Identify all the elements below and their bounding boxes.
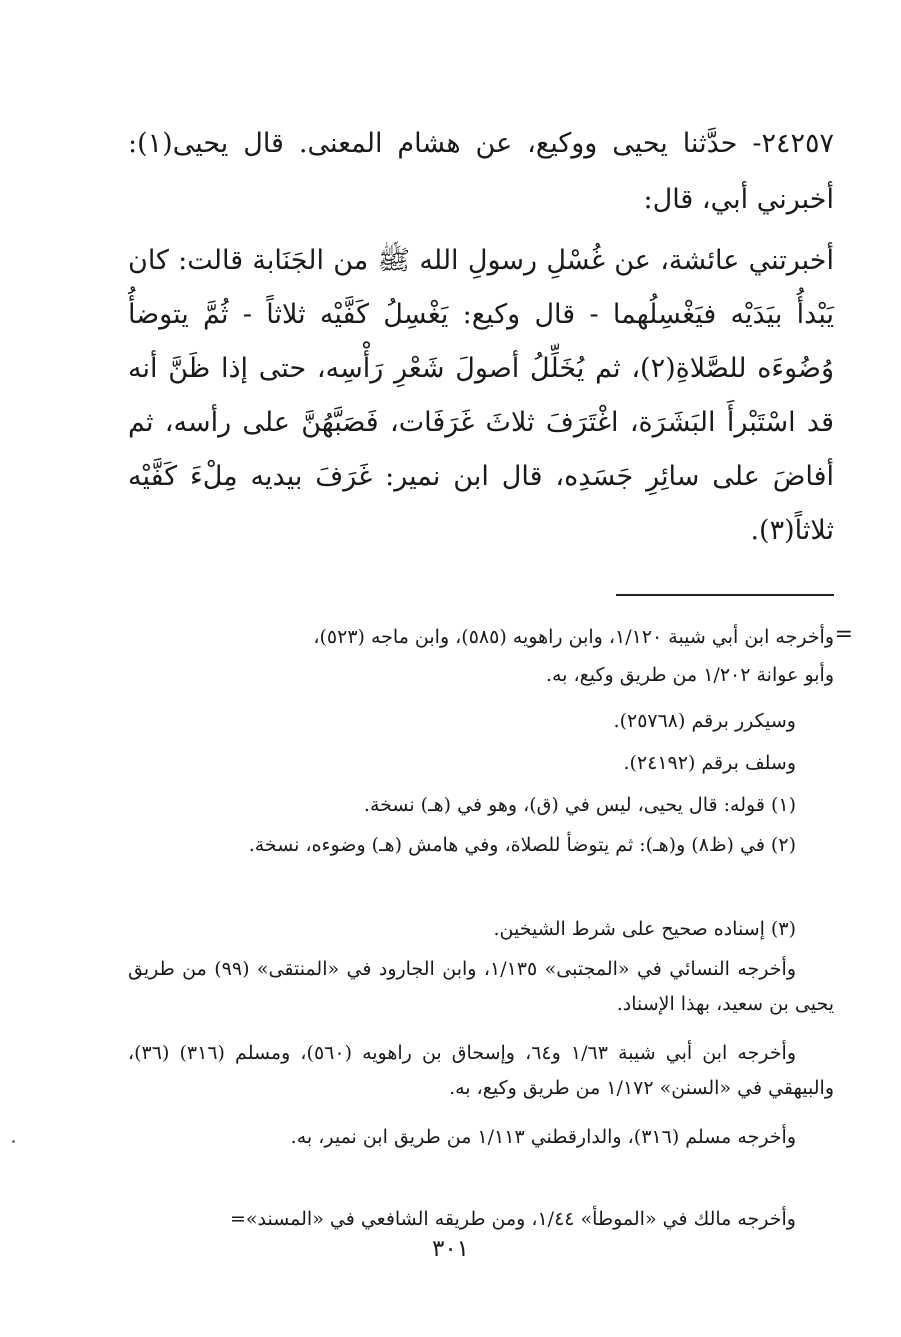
continuation-marker: = <box>834 622 853 647</box>
hadith-text: أخبرتني عائشة، عن غُسْلِ رسولِ الله ﷺ من الجَنَابة قالت: كان يَبْدأُ بيَدَيْه فيَغْسِلُهما - قال وكيع: يَغْسِلُ كَفَّيْه ثلاثاً - ثُمَّ يتوضأُ وُضُوءَه للصَّلاةِ(٢)، ثم يُخَلِّلُ أصولَ شَعْرِ رَأْسِه، حتى إذا ظَنَّ أنه قد اسْتَبْرأَ البَشَرَة، اغْتَرَفَ ثلاثَ غَرَفَات، فَصَبَّهُنَّ على رأسه، ثم أفاضَ على سائِرِ جَسَدِه، قال ابن نمير: غَرَفَ بيديه مِلْءَ كَفَّيْه ثلاثاً(٣). <box>128 245 834 546</box>
footnote-paragraph: وأخرجه ابن أبي شيبة ١/٦٣ و٦٤، وإسحاق بن راهويه (٥٦٠)، ومسلم (٣١٦) (٣٦)، والبيهقي في «السنن» ١/١٧٢ من طريق وكيع، به. <box>128 1042 834 1099</box>
footnote-3: (٣) إسناده صحيح على شرط الشيخين. <box>493 918 796 940</box>
footnote-continuation-line: وأخرجه ابن أبي شيبة ١/١٢٠، وابن راهويه (٥٨٥)، وابن ماجه (٥٢٣)، <box>313 626 834 648</box>
page-number: ٣٠١ <box>431 1236 470 1262</box>
footnote-paragraph: وأخرجه مسلم (٣١٦)، والدارقطني ١/١١٣ من طريق ابن نمير، به. <box>290 1126 796 1148</box>
footnote-separator <box>616 594 834 596</box>
scan-speck <box>12 1140 15 1143</box>
footnote-continuation-line: وأبو عوانة ١/٢٠٢ من طريق وكيع، به. <box>545 664 834 686</box>
footnote-1: (١) قوله: قال يحيى، ليس في (ق)، وهو في (هـ) نسخة. <box>363 794 796 816</box>
footnote-2: (٢) في (ظ٨) و(هـ): ثم يتوضأ للصلاة، وفي هامش (هـ) وضوءه، نسخة. <box>248 834 796 856</box>
footnote-paragraph: وأخرجه مالك في «الموطأ» ١/٤٤، ومن طريقه الشافعي في «المسند»= <box>229 1208 796 1230</box>
hadith-isnad: ٢٤٢٥٧- حدَّثنا يحيى ووكيع، عن هشام المعنى. قال يحيى(١): أخبرني أبي، قال: <box>128 128 834 215</box>
footnote-cross-reference: وسلف برقم (٢٤١٩٢). <box>623 752 796 774</box>
footnote-paragraph: وأخرجه النسائي في «المجتبى» ١/١٣٥، وابن الجارود في «المنتقى» (٩٩) من طريق يحيى بن سعيد، بهذا الإسناد. <box>128 958 834 1015</box>
footnote-cross-reference: وسيكرر برقم (٢٥٧٦٨). <box>613 710 796 732</box>
